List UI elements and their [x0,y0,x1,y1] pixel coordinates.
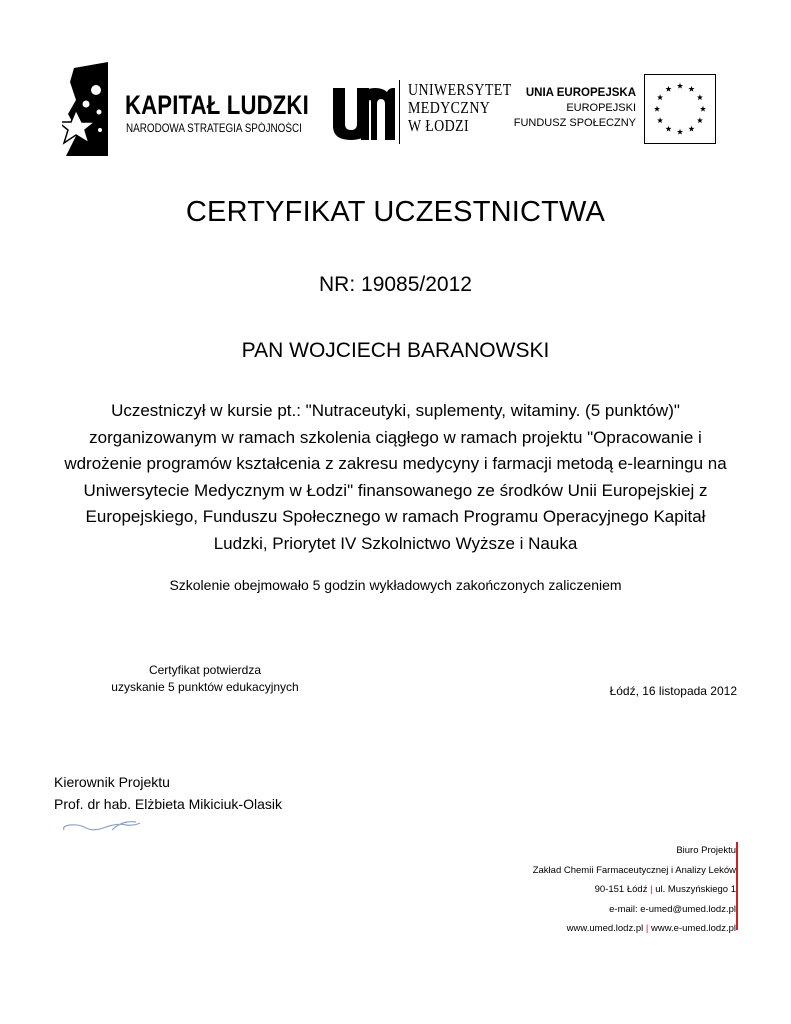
university-name-line3: W ŁODZI [408,116,470,135]
leader-role: Kierownik Projektu [54,774,170,790]
office-website-1: www.umed.lodz.pl [566,923,644,934]
description-line: Uczestniczył w kursie pt.: "Nutraceutyki, suplementy, witaminy. (5 punktów)" [111,401,680,420]
university-divider [399,80,400,144]
signature-image [60,814,150,838]
office-websites [440,919,736,939]
university-name-line2: MEDYCZNY [408,98,491,117]
office-street: ul. Muszyńskiego 1 [655,884,736,895]
points-confirmation [80,662,330,696]
kapital-ludzki-title: KAPITAŁ LUDZKI [125,90,309,120]
eu-star-icon [654,106,660,112]
kapital-ludzki-star-icon [62,60,122,160]
eu-text-line1: UNIA EUROPEJSKA [525,87,636,99]
leader-name: Prof. dr hab. Elżbieta Mikiciuk-Olasik [54,796,282,812]
training-info: Szkolenie obejmowało 5 godzin wykładowych zakończonych zaliczeniem [169,577,622,593]
participant-name: PAN WOJCIECH BARANOWSKI [241,339,550,362]
eu-star-icon [677,83,683,89]
confirmation-line2: uzyskanie 5 punktów edukacyjnych [111,680,299,694]
description-line: zorganizowanym w ramach szkolenia ciągłego w ramach projektu "Opracowanie i [89,427,702,447]
kapital-ludzki-logo [62,60,309,160]
eu-star-icon [688,126,694,132]
address-separator: | [650,884,653,895]
office-name: Biuro Projektu [676,845,736,856]
description-line: Europejskiego, Funduszu Społecznego w ramach Programu Operacyjnego Kapitał [85,507,706,526]
office-accent-bar [736,842,738,930]
office-department: Zakład Chemii Farmaceutycznej i Analizy Leków [532,864,736,876]
eu-star-icon [700,106,706,112]
project-office-info [440,841,736,939]
certificate-number: NR: 19085/2012 [319,273,472,296]
description-line: wdrożenie programów kształcenia z zakresu medycyny i farmacji metodą e-learningu na [64,454,727,473]
kapital-ludzki-subtitle: NARODOWA STRATEGIA SPÓJNOŚCI [126,123,302,135]
eu-star-icon [657,94,663,100]
certificate-title: CERTYFIKAT UCZESTNICTWA [185,196,606,228]
eu-star-icon [697,94,703,100]
website-separator: | [645,923,649,934]
course-description [40,398,751,557]
description-line: Ludzki, Priorytet IV Szkolnictwo Wyższe i Nauka [213,533,578,553]
eu-text-line2: EUROPEJSKI [566,102,636,114]
office-address [440,880,736,900]
eu-text [514,86,636,131]
eu-star-icon [688,86,694,92]
office-postcode-city: 90-151 Łódź [594,884,648,895]
university-name-line1: UNIWERSYTET [408,80,512,99]
eu-stars-icon [645,75,715,143]
university-logo [331,80,511,150]
issue-date: Łódź, 16 listopada 2012 [609,684,737,698]
eu-logo [513,74,722,146]
description-line: Uniwersytecie Medycznym w Łodzi" finansowanego ze środków Unii Europejskiej z [83,480,708,500]
um-monogram-icon [331,84,395,142]
project-leader [54,771,282,815]
eu-star-icon [665,86,671,92]
office-website-2: www.e-umed.lodz.pl [650,923,736,934]
eu-text-line3: FUNDUSZ SPOŁECZNY [513,117,636,129]
confirmation-line1: Certyfikat potwierdza [148,663,262,677]
eu-star-icon [657,117,663,123]
eu-flag-icon [644,74,716,144]
university-name [408,81,512,135]
eu-star-icon [697,117,703,123]
eu-star-icon [677,129,683,135]
eu-star-icon [665,126,671,132]
office-email: e-mail: e-umed@umed.lodz.pl [609,903,736,915]
